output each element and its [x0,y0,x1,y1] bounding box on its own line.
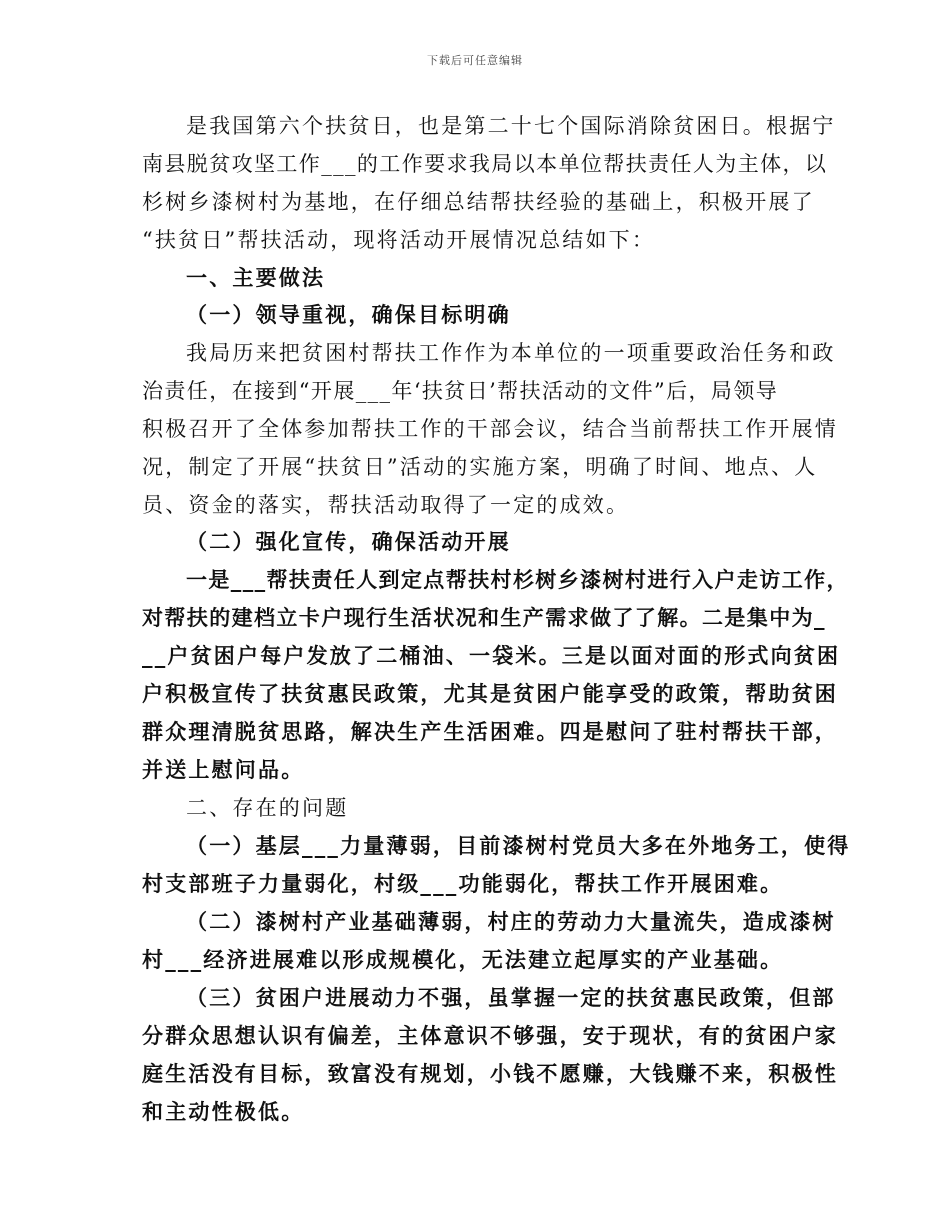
paragraph-line: 积极召开了全体参加帮扶工作的干部会议，结合当前帮扶工作开展情 [142,417,838,441]
paragraph-line: 和主动性极低。 [142,1099,305,1124]
paragraph-line: 况，制定了开展“扶贫日”活动的实施方案，明确了时间、地点、人 [142,455,818,479]
subsection-heading: （二）强化宣传，确保活动开展 [186,529,511,554]
paragraph-line: 分群众思想认识有偏差，主体意识不够强，安于现状，有的贫困户家 [142,1023,838,1048]
paragraph-line: 南县脱贫攻坚工作___的工作要求我局以本单位帮扶责任人为主体，以 [142,152,828,176]
paragraph-line: 员、资金的落实，帮扶活动取得了一定的成效。 [142,493,630,517]
paragraph-line: 杉树乡漆树村为基地，在仔细总结帮扶经验的基础上，积极开展了 [142,190,815,214]
paragraph-line: 村___经济进展难以形成规模化，无法建立起厚实的产业基础。 [142,947,784,972]
paragraph-line: “扶贫日”帮扶活动，现将活动开展情况总结如下： [142,228,656,252]
section-heading: 二、存在的问题 [186,796,349,820]
page-header-note: 下载后可任意编辑 [427,54,523,67]
paragraph-line: 对帮扶的建档立卡户现行生活状况和生产需求做了了解。二是集中为_ [142,605,826,630]
paragraph-line: 是我国第六个扶贫日，也是第二十七个国际消除贫困日。根据宁 [186,114,836,138]
paragraph-line: 一是___帮扶责任人到定点帮扶村杉树乡漆树村进行入户走访工作， [186,567,849,592]
paragraph-line: 治责任，在接到“开展___年‘扶贫日’帮扶活动的文件”后，局领导 [142,379,779,403]
paragraph-line: 群众理清脱贫思路，解决生产生活困难。四是慰问了驻村帮扶干部， [142,719,838,744]
paragraph-line: 并送上慰问品。 [142,757,305,782]
paragraph-line: 我局历来把贫困村帮扶工作作为本单位的一项重要政治任务和政 [186,341,836,365]
paragraph-line: 村支部班子力量弱化，村级___功能弱化，帮扶工作开展困难。 [142,871,784,896]
paragraph-line: （一）基层___力量薄弱，目前漆树村党员大多在外地务工，使得 [186,833,851,858]
paragraph-line: （三）贫困户进展动力不强，虽掌握一定的扶贫惠民政策，但部 [186,985,836,1010]
paragraph-line: 庭生活没有目标，致富没有规划，小钱不愿赚，大钱赚不来，积极性 [142,1061,838,1086]
paragraph-line: 户积极宣传了扶贫惠民政策，尤其是贫困户能享受的政策，帮助贫困 [142,681,838,706]
subsection-heading: （一）领导重视，确保目标明确 [186,302,511,327]
paragraph-line: （二）漆树村产业基础薄弱，村庄的劳动力大量流失，造成漆树 [186,909,836,934]
paragraph-line: __户贫困户每户发放了二桶油、一袋米。三是以面对面的形式向贫困 [142,643,841,668]
section-heading: 一、主要做法 [186,265,326,290]
